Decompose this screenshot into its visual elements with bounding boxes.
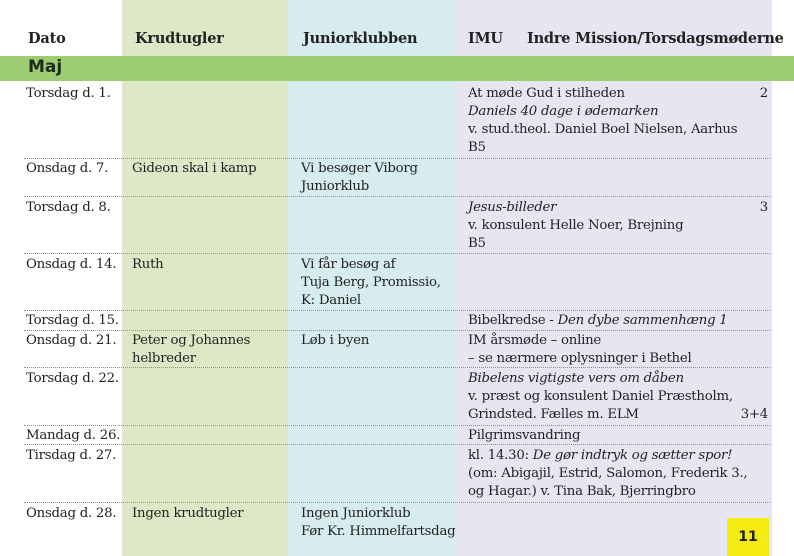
juniorklub-activity <box>301 505 455 541</box>
imu-activity-line <box>468 465 747 483</box>
imu-activity-line <box>468 427 580 445</box>
imu-activity-line <box>468 350 692 368</box>
imu-line-text: Jesus-billeder <box>468 200 557 215</box>
imu-line-italic-text: Den dybe sammenhæng 1 <box>557 313 728 328</box>
row-date: Onsdag d. 21. <box>26 333 117 348</box>
imu-line-text: Grindsted. Fælles m. ELM <box>468 407 639 422</box>
imu-activity-line <box>468 103 737 121</box>
krudtugler-activity-line: Ruth <box>132 257 164 272</box>
krudtugler-activity <box>132 505 243 523</box>
header-imu: IMU <box>468 30 503 47</box>
krudtugler-activity-line: Ingen krudtugler <box>132 506 244 521</box>
imu-activity <box>468 370 733 424</box>
imu-activity-line <box>468 332 692 350</box>
juniorklub-activity-line: Vi besøger Viborg <box>301 161 418 176</box>
imu-activity-line <box>468 235 683 253</box>
krudtugler-activity-line: helbreder <box>132 351 196 366</box>
imu-activity-line <box>468 370 733 388</box>
imu-line-italic-text: De gør indtryk og sætter spor! <box>532 448 733 463</box>
imu-line-text: kl. 14.30: <box>468 448 533 463</box>
imu-line-text: – se nærmere oplysninger i Bethel <box>468 351 692 366</box>
imu-activity-line <box>468 85 737 103</box>
juniorklub-activity-line: Tuja Berg, Promissio, <box>301 275 441 290</box>
imu-line-text: Bibelens vigtigste vers om dåben <box>468 371 684 386</box>
krudtugler-activity <box>132 332 250 368</box>
imu-line-text: Bibelkredse - <box>468 313 558 328</box>
imu-activity-line <box>468 217 683 235</box>
row-date: Torsdag d. 15. <box>26 313 119 328</box>
row-date: Torsdag d. 8. <box>26 200 111 215</box>
juniorklub-activity <box>301 332 369 350</box>
imu-activity-line <box>468 312 728 330</box>
imu-activity-line <box>468 447 747 465</box>
imu-line-text: (om: Abigajil, Estrid, Salomon, Frederik 3., <box>468 466 748 481</box>
row-date: Onsdag d. 7. <box>26 161 109 176</box>
juniorklub-activity <box>301 160 418 196</box>
juniorklub-activity-line: K: Daniel <box>301 293 361 308</box>
header-indre-mission: Indre Mission/Torsdagsmøderne <box>527 30 784 47</box>
row-separator <box>24 444 770 445</box>
imu-number: 3 <box>759 200 768 215</box>
juniorklub-activity-line: Vi får besøg af <box>301 257 396 272</box>
imu-activity-line <box>468 121 737 139</box>
imu-activity <box>468 427 580 445</box>
row-separator <box>24 253 770 254</box>
imu-activity-line <box>468 406 733 424</box>
row-date: Tirsdag d. 27. <box>26 448 117 463</box>
imu-number: 2 <box>759 86 768 101</box>
row-date: Onsdag d. 14. <box>26 257 117 272</box>
imu-activity-line <box>468 388 733 406</box>
krudtugler-activity <box>132 160 256 178</box>
row-separator <box>24 310 770 311</box>
row-separator <box>24 425 770 426</box>
imu-line-text: IM årsmøde – online <box>468 333 602 348</box>
row-separator <box>24 158 770 159</box>
imu-activity <box>468 199 683 253</box>
krudtugler-activity-line: Peter og Johannes <box>132 333 251 348</box>
juniorklub-activity <box>301 256 441 310</box>
krudtugler-column-background <box>122 0 288 556</box>
row-date: Mandag d. 26. <box>26 428 121 443</box>
row-separator <box>24 502 770 503</box>
row-separator <box>24 367 770 368</box>
krudtugler-activity-line: Gideon skal i kamp <box>132 161 257 176</box>
imu-activity-line <box>468 483 747 501</box>
imu-activity <box>468 447 747 501</box>
row-date: Torsdag d. 22. <box>26 371 119 386</box>
month-band <box>0 56 794 81</box>
imu-activity-line <box>468 139 737 157</box>
header-juniorklubben: Juniorklubben <box>303 30 418 47</box>
row-separator <box>24 330 770 331</box>
row-date: Torsdag d. 1. <box>26 86 111 101</box>
krudtugler-activity <box>132 256 163 274</box>
row-date: Onsdag d. 28. <box>26 506 117 521</box>
header-dato: Dato <box>28 30 66 47</box>
imu-line-text: Pilgrimsvandring <box>468 428 581 443</box>
juniorklub-activity-line: Før Kr. Himmelfartsdag <box>301 524 456 539</box>
imu-line-text: B5 <box>468 236 486 251</box>
row-separator <box>24 196 770 197</box>
imu-activity <box>468 332 692 368</box>
imu-activity-line <box>468 199 683 217</box>
imu-activity <box>468 85 737 157</box>
juniorklub-activity-line: Ingen Juniorklub <box>301 506 411 521</box>
imu-activity <box>468 312 728 330</box>
imu-line-text: v. konsulent Helle Noer, Brejning <box>468 218 684 233</box>
juniorklub-activity-line: Løb i byen <box>301 333 370 348</box>
imu-number: 3+4 <box>740 407 768 422</box>
imu-line-text: og Hagar.) v. Tina Bak, Bjerringbro <box>468 484 696 499</box>
juniorklub-activity-line: Juniorklub <box>301 179 369 194</box>
header-krudtugler: Krudtugler <box>135 30 224 47</box>
imu-line-text: Daniels 40 dage i ødemarken <box>468 104 659 119</box>
imu-line-text: At møde Gud i stilheden <box>468 86 625 101</box>
month-label: Maj <box>28 57 63 77</box>
page-number-badge: 11 <box>727 518 769 556</box>
imu-line-text: v. præst og konsulent Daniel Præstholm, <box>468 389 733 404</box>
imu-line-text: v. stud.theol. Daniel Boel Nielsen, Aarhus <box>468 122 738 137</box>
imu-line-text: B5 <box>468 140 486 155</box>
